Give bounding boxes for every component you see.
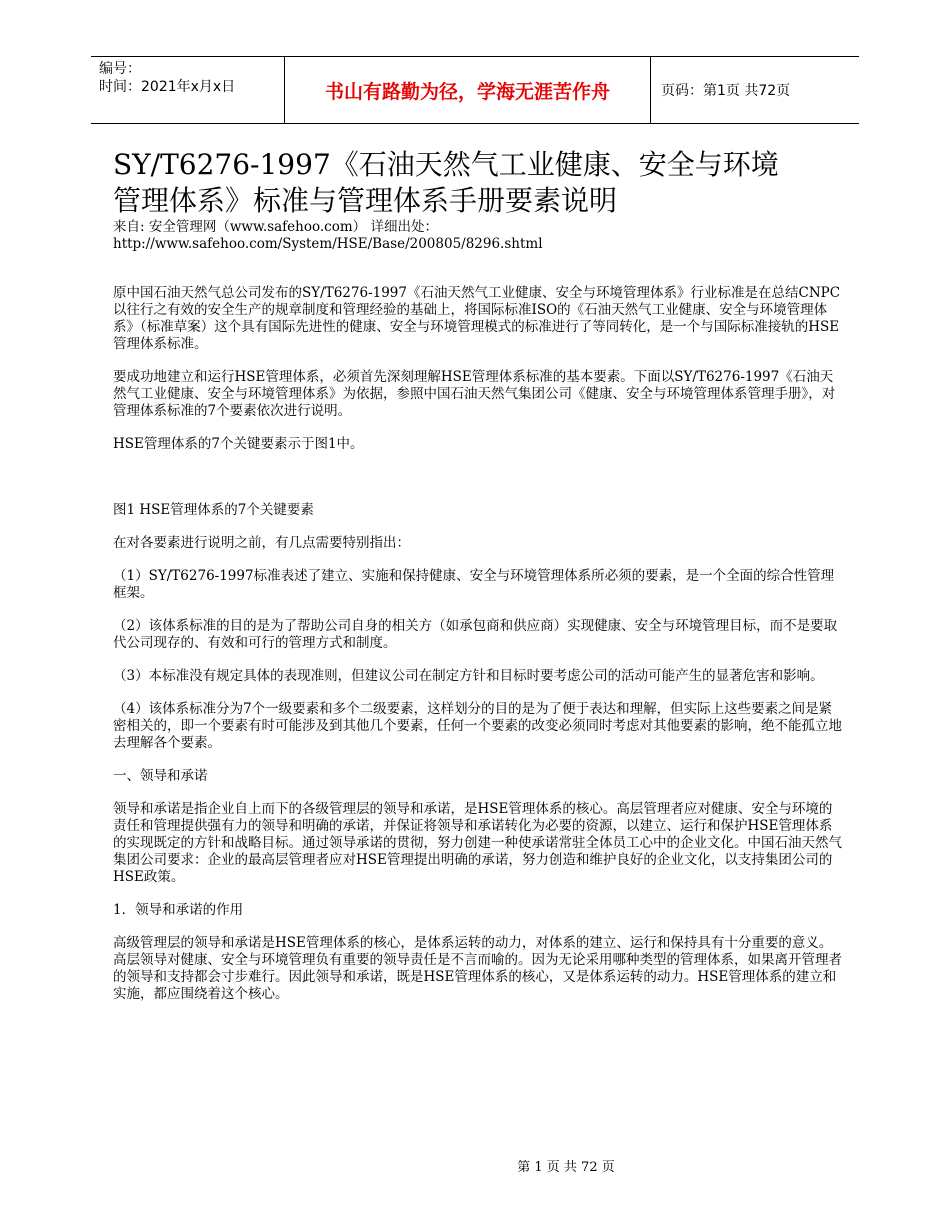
- paragraph: HSE管理体系的7个关键要素示于图1中。: [113, 436, 364, 452]
- header-motto: 书山有路勤为径，学海无涯苦作舟: [285, 57, 651, 123]
- number-label: 编号：: [99, 61, 141, 77]
- list-item: （2）该体系标准的目的是为了帮助公司自身的相关方（如承包商和供应商）实现健康、安全与环境管理目标，而不是要取代公司现存的、有效和可行的管理方式和制度。: [113, 618, 838, 651]
- header-meta: [91, 57, 285, 123]
- list-item: （1）SY/T6276-1997标准表述了建立、实施和保持健康、安全与环境管理体系所必须的要素，是一个全面的综合性管理框架。: [113, 568, 835, 601]
- paragraph: 要成功地建立和运行HSE管理体系，必须首先深刻理解HSE管理体系标准的基本要素。下面以SY/T6276-1997《石油天然气工业健康、安全与环境管理体系》为依据，参照中国石油天然气集团公司《健康、安全与环境管理体系管理手册》，对管理体系标准的7个要素依次进行说明。: [113, 369, 836, 419]
- document-title: [113, 147, 845, 219]
- paragraph: 领导和承诺是指企业自上而下的各级管理层的领导和承诺，是HSE管理体系的核心。高层管理者应对健康、安全与环境的责任和管理提供强有力的领导和明确的承诺，并保证将领导和承诺转化为必要的资源，以建立、运行和保护HSE管理体系的实现既定的方针和战略目标。通过领导承诺的贯彻，努力创建一种使承诺常驻全体员工心中的企业文化。中国石油天然气集团公司要求：企业的最高层管理者应对HSE管理提出明确的承诺，努力创造和维护良好的企业文化，以支持集团公司的HSE政策。: [113, 801, 842, 885]
- page-footer: [0, 1156, 950, 1175]
- source-url[interactable]: http://www.safehoo.com/System/HSE/Base/200805/8296.shtml: [113, 236, 543, 252]
- source-line: 来自: 安全管理网（www.safehoo.com） 详细出处：: [113, 219, 438, 235]
- time-label: 时间：2021年x月x日: [99, 79, 236, 95]
- paragraph: 在对各要素进行说明之前，有几点需要特别指出：: [113, 535, 410, 551]
- title-line-2: 管理体系》标准与管理体系手册要素说明: [113, 184, 618, 217]
- paragraph: 原中国石油天然气总公司发布的SY/T6276-1997《石油天然气工业健康、安全与环境管理体系》行业标准是在总结CNPC以往行之有效的安全生产的规章制度和管理经验的基础上，将国际标准ISO的《石油天然气工业健康、安全与环境管理体系》（标准草案）这个具有国际先进性的健康、安全与环境管理模式的标准进行了等同转化，是一个与国际标准接轨的HSE管理体系标准。: [113, 285, 841, 352]
- page-header: [91, 56, 859, 124]
- subsection-heading: 1．领导和承诺的作用: [113, 902, 244, 918]
- section-heading: 一、领导和承诺: [113, 768, 208, 784]
- list-item: （3）本标准没有规定具体的表现准则，但建议公司在制定方针和目标时要考虑公司的活动可能产生的显著危害和影响。: [113, 668, 824, 684]
- document-body: [113, 147, 845, 1003]
- paragraph: 高级管理层的领导和承诺是HSE管理体系的核心，是体系运转的动力，对体系的建立、运行和保持具有十分重要的意义。高层领导对健康、安全与环境管理负有重要的领导责任是不言而喻的。因为无论采用哪种类型的管理体系，如果离开管理者的领导和支持都会寸步难行。因此领导和承诺，既是HSE管理体系的核心，又是体系运转的动力。HSE管理体系的建立和实施，都应围绕着这个核心。: [113, 935, 842, 1002]
- title-line-1: SY/T6276-1997《石油天然气工业健康、安全与环境: [113, 148, 779, 181]
- list-item: （4）该体系标准分为7个一级要素和多个二级要素，这样划分的目的是为了便于表达和理解，但实际上这些要素之间是紧密相关的，即一个要素有时可能涉及到其他几个要素，任何一个要素的改变必须同时考虑对其他要素的影响，绝不能孤立地去理解各个要素。: [113, 701, 842, 751]
- figure-caption: 图1 HSE管理体系的7个关键要素: [113, 502, 314, 518]
- footer-page-number: 第 1 页 共 72 页: [517, 1160, 615, 1175]
- header-page-info: 页码：第1页 共72页: [661, 83, 791, 99]
